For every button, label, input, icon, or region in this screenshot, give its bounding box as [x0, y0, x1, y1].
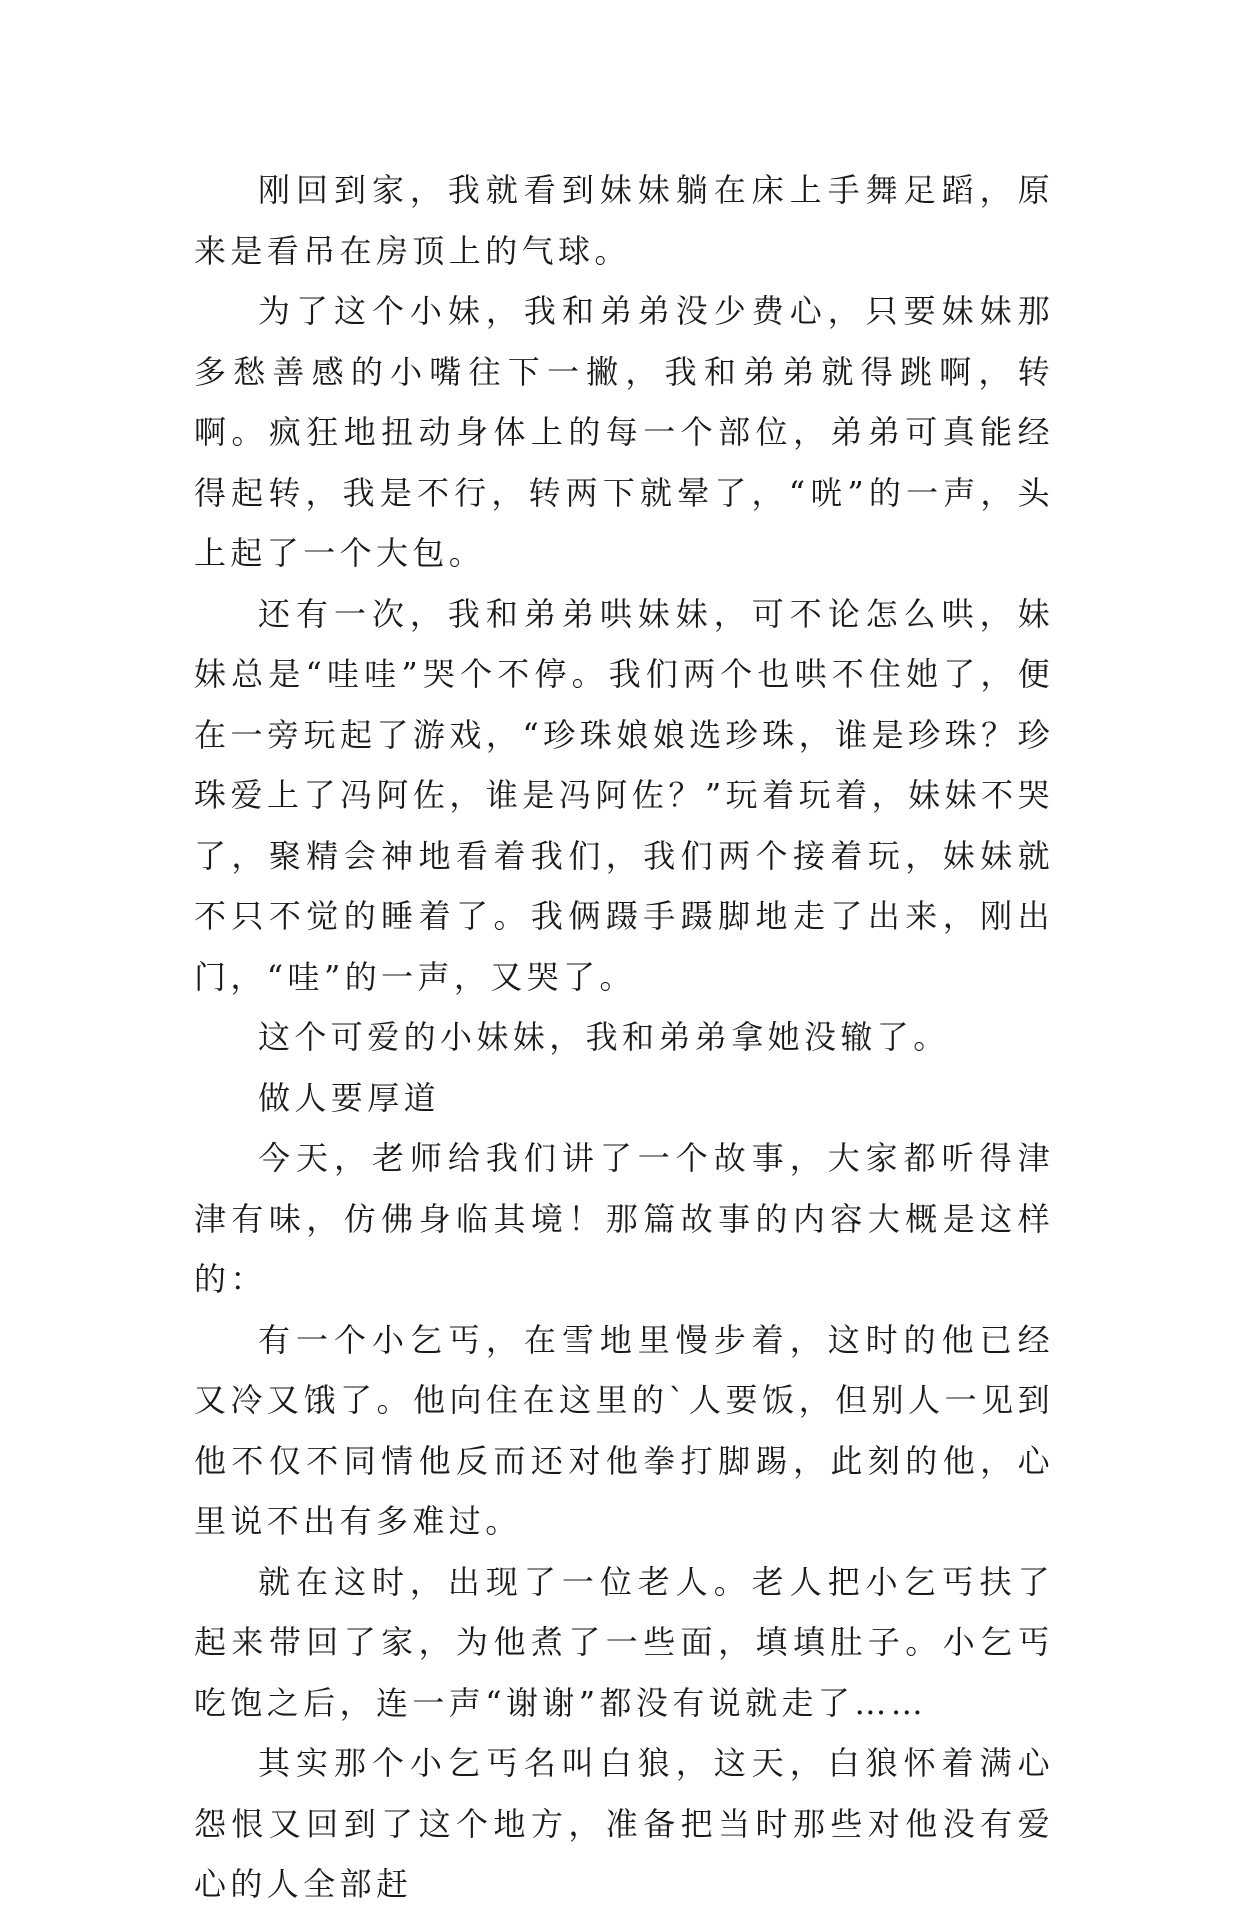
paragraph: 就在这时，出现了一位老人。老人把小乞丐扶了起来带回了家，为他煮了一些面，填填肚子。小乞丐吃饱之后，连一声“谢谢”都没有说就走了…… — [194, 1562, 1054, 1722]
paragraph: 还有一次，我和弟弟哄妹妹，可不论怎么哄，妹妹总是“哇哇”哭个不停。我们两个也哄不住她了，便在一旁玩起了游戏，“珍珠娘娘选珍珠，谁是珍珠？珍珠爱上了冯阿佐，谁是冯阿佐？”玩着玩着，妹妹不哭了，聚精会神地看着我们，我们两个接着玩，妹妹就不只不觉的睡着了。我俩蹑手蹑脚地走了出来，刚出门，“哇”的一声，又哭了。 — [194, 594, 1054, 996]
paragraph: 今天，老师给我们讲了一个故事，大家都听得津津有味，仿佛身临其境！那篇故事的内容大概是这样的： — [194, 1139, 1054, 1298]
section-title: 做人要厚道 — [258, 1078, 441, 1117]
document-body — [194, 160, 1054, 1915]
paragraph: 刚回到家，我就看到妹妹躺在床上手舞足蹈，原来是看吊在房顶上的气球。 — [194, 171, 1054, 270]
paragraph: 为了这个小妹，我和弟弟没少费心，只要妹妹那多愁善感的小嘴往下一撇，我和弟弟就得跳啊，转啊。疯狂地扭动身体上的每一个部位，弟弟可真能经得起转，我是不行，转两下就晕了，“咣”的一声，头上起了一个大包。 — [194, 292, 1054, 572]
paragraph: 有一个小乞丐，在雪地里慢步着，这时的他已经又冷又饿了。他向住在这里的`人要饭，但别人一见到他不仅不同情他反而还对他拳打脚踢，此刻的他，心里说不出有多难过。 — [194, 1320, 1054, 1540]
paragraph: 其实那个小乞丐名叫白狼，这天，白狼怀着满心怨恨又回到了这个地方，准备把当时那些对他没有爱心的人全部赶 — [194, 1744, 1054, 1903]
paragraph: 这个可爱的小妹妹，我和弟弟拿她没辙了。 — [258, 1018, 950, 1056]
